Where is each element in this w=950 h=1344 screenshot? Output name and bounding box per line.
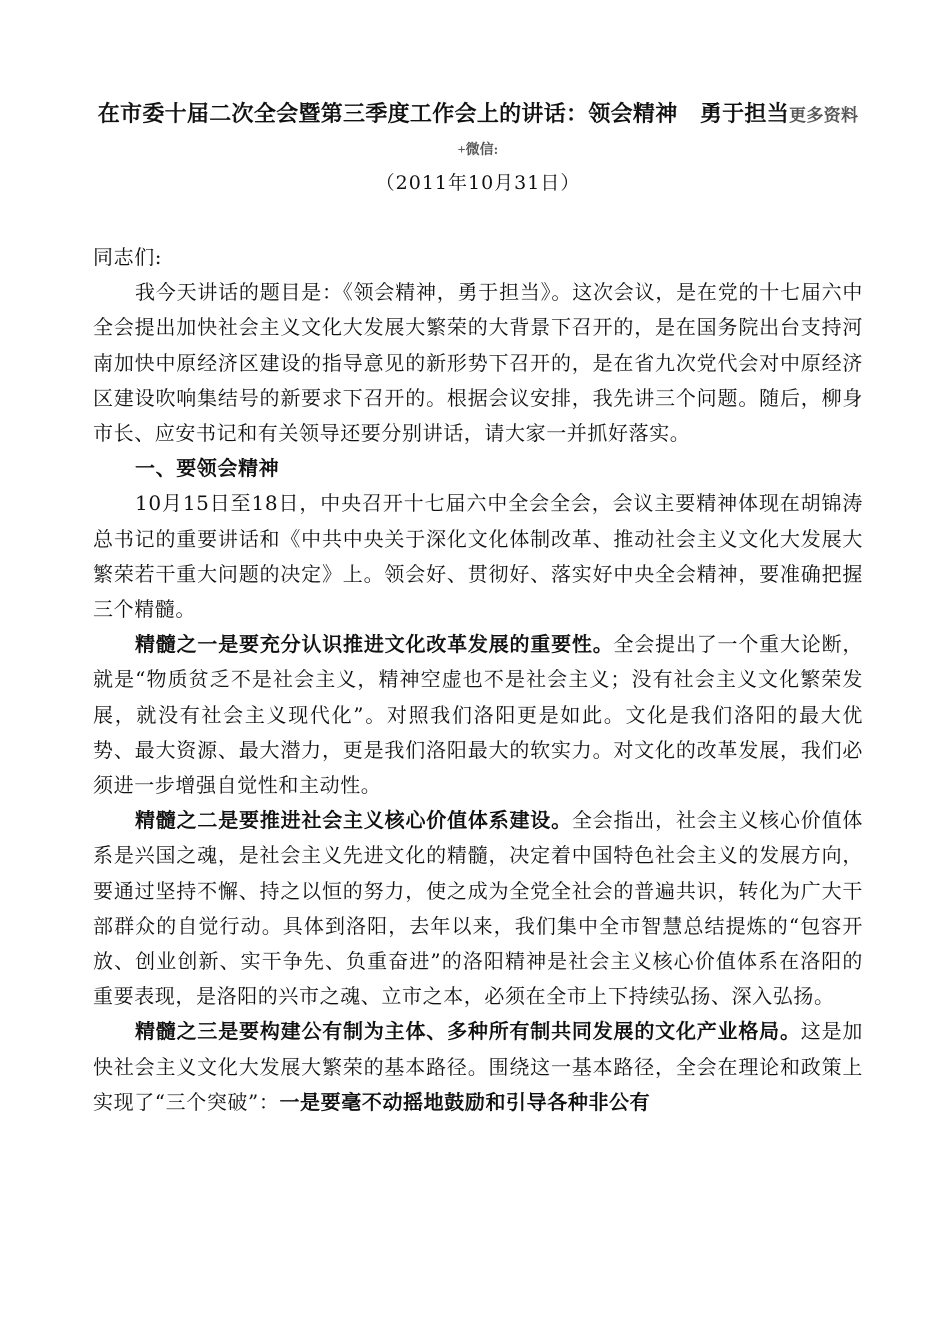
essence-paragraph-1 [93,627,863,803]
essence-3-body: 这是加快社会主义文化大发展大繁荣的基本路径。围绕这一基本路径，全会在理论和政策上实现了“三个突破”： [93,1019,863,1114]
title-wechat-line: +微信: [457,143,499,158]
essence-3-lead: 精髓之三是要构建公有制为主体、多种所有制共同发展的文化产业格局。 [135,1019,801,1044]
section-paragraph: 10月15日至18日，中央召开十七届六中全会全会，会议主要精神体现在胡锦涛总书记的重要讲话和《中共中央关于深化文化体制改革、推动社会主义文化大发展大繁荣若干重大问题的决定》上。领会好、贯彻好、落实好中央全会精神，要准确把握三个精髓。 [93,491,863,622]
salutation: 同志们: [93,245,163,269]
essence-2-lead: 精髓之二是要推进社会主义核心价值体系建设。 [135,808,572,833]
title-main: 在市委十届二次全会暨第三季度工作会上的讲话：领会精神 勇于担当 [97,101,790,126]
section-heading: 一、要领会精神 [135,456,280,481]
essence-1-lead: 精髓之一是要充分认识推进文化改革发展的重要性。 [135,632,614,657]
essence-paragraph-2 [93,803,863,1014]
document-page [93,92,863,1120]
intro-paragraph: 我今天讲话的题目是：《领会精神，勇于担当》。这次会议，是在党的十七届六中全会提出加快社会主义文化大发展大繁荣的大背景下召开的，是在国务院出台支持河南加快中原经济区建设的指导意见的新形势下召开的，是在省九次党代会对中原经济区建设吹响集结号的新要求下召开的。根据会议安排，我先讲三个问题。随后，柳身市长、应安书记和有关领导还要分别讲话，请大家一并抓好落实。 [93,280,863,446]
document-date: （2011年10月31日） [375,172,581,194]
essence-1-body: 全会提出了一个重大论断，就是“物质贫乏不是社会主义，精神空虚也不是社会主义；没有社会主义文化繁荣发展，就没有社会主义现代化”。对照我们洛阳更是如此。文化是我们洛阳的最大优势、最大资源、最大潜力，更是我们洛阳最大的软实力。对文化的改革发展，我们必须进一步增强自觉性和主动性。 [93,632,863,798]
document-title [93,92,863,138]
essence-3-tail: 一是要毫不动摇地鼓励和引导各种非公有 [279,1089,651,1114]
title-tail: 更多资料 [789,106,859,125]
essence-paragraph-3 [93,1014,863,1120]
essence-2-body: 全会指出，社会主义核心价值体系是兴国之魂，是社会主义先进文化的精髓，决定着中国特色社会主义的发展方向，要通过坚持不懈、持之以恒的努力，使之成为全党全社会的普遍共识，转化为广大干部群众的自觉行动。具体到洛阳，去年以来，我们集中全市智慧总结提炼的“包容开放、创业创新、实干争先、负重奋进”的洛阳精神是社会主义核心价值体系在洛阳的重要表现，是洛阳的兴市之魂、立市之本，必须在全市上下持续弘扬、深入弘扬。 [93,808,863,1009]
